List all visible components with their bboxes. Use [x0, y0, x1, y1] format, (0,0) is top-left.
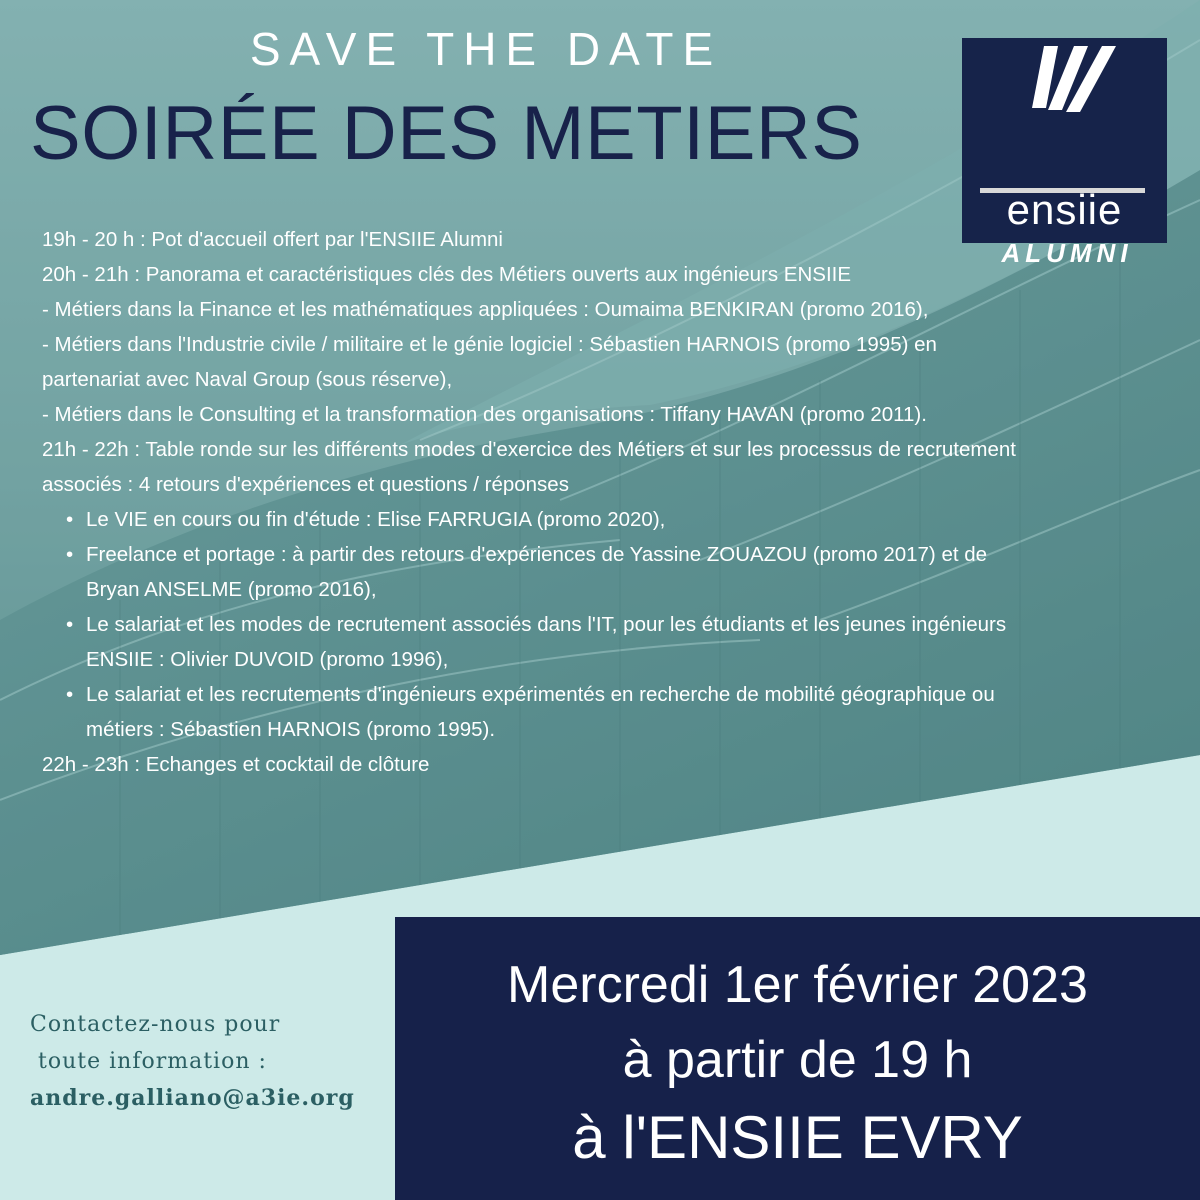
logo-stripes-icon	[962, 38, 1167, 178]
program-line: 20h - 21h : Panorama et caractéristiques clés des Métiers ouverts aux ingénieurs ENSIIE	[42, 263, 852, 286]
program-line: - Métiers dans le Consulting et la transformation des organisations : Tiffany HAVAN (promo 2011).	[42, 403, 927, 426]
event-date: Mercredi 1er février 2023	[507, 956, 1088, 1014]
save-the-date-heading: SAVE THE DATE	[249, 23, 723, 75]
logo-name: ensiie	[1006, 186, 1123, 233]
contact-info	[30, 1006, 360, 1117]
ensiie-alumni-logo	[962, 38, 1167, 268]
event-title: SOIRÉE DES METIERS	[30, 91, 863, 176]
program-line: 19h - 20 h : Pot d'accueil offert par l'ENSIIE Alumni	[42, 228, 503, 251]
contact-line-1: Contactez-nous pour	[30, 1012, 281, 1037]
program-line: 21h - 22h : Table ronde sur les différents modes d'exercice des Métiers et sur les processus de recrutement associés : 4 retours d'expériences et questions / réponses	[42, 438, 1016, 496]
event-location: à l'ENSIIE EVRY	[572, 1104, 1023, 1171]
program-line: - Métiers dans l'Industrie civile / militaire et le génie logiciel : Sébastien HARNOIS (promo 1995) en partenariat avec Naval Group (sous réserve),	[42, 333, 937, 391]
program-schedule	[42, 222, 1027, 782]
date-banner	[395, 917, 1200, 1200]
list-item: • Le VIE en cours ou fin d'étude : Elise FARRUGIA (promo 2020),	[86, 502, 1027, 537]
program-line: - Métiers dans la Finance et les mathématiques appliquées : Oumaima BENKIRAN (promo 2016),	[42, 298, 929, 321]
contact-email-link[interactable]: andre.galliano@a3ie.org	[30, 1085, 355, 1111]
contact-line-2: toute information :	[38, 1049, 267, 1074]
list-item: • Freelance et portage : à partir des retours d'expériences de Yassine ZOUAZOU (promo 2017) et de Bryan ANSELME (promo 2016),	[86, 537, 1027, 607]
list-item: • Le salariat et les recrutements d'ingénieurs expérimentés en recherche de mobilité géographique ou métiers : Sébastien HARNOIS (promo 1995).	[86, 677, 1027, 747]
program-line-closing: 22h - 23h : Echanges et cocktail de clôture	[42, 753, 430, 776]
list-item: • Le salariat et les modes de recrutement associés dans l'IT, pour les étudiants et les jeunes ingénieurs ENSIIE : Olivier DUVOID (promo 1996),	[86, 607, 1027, 677]
roundtable-list	[42, 502, 1027, 747]
event-time: à partir de 19 h	[622, 1031, 973, 1089]
logo-subtitle: ALUMNI	[1001, 238, 1133, 268]
